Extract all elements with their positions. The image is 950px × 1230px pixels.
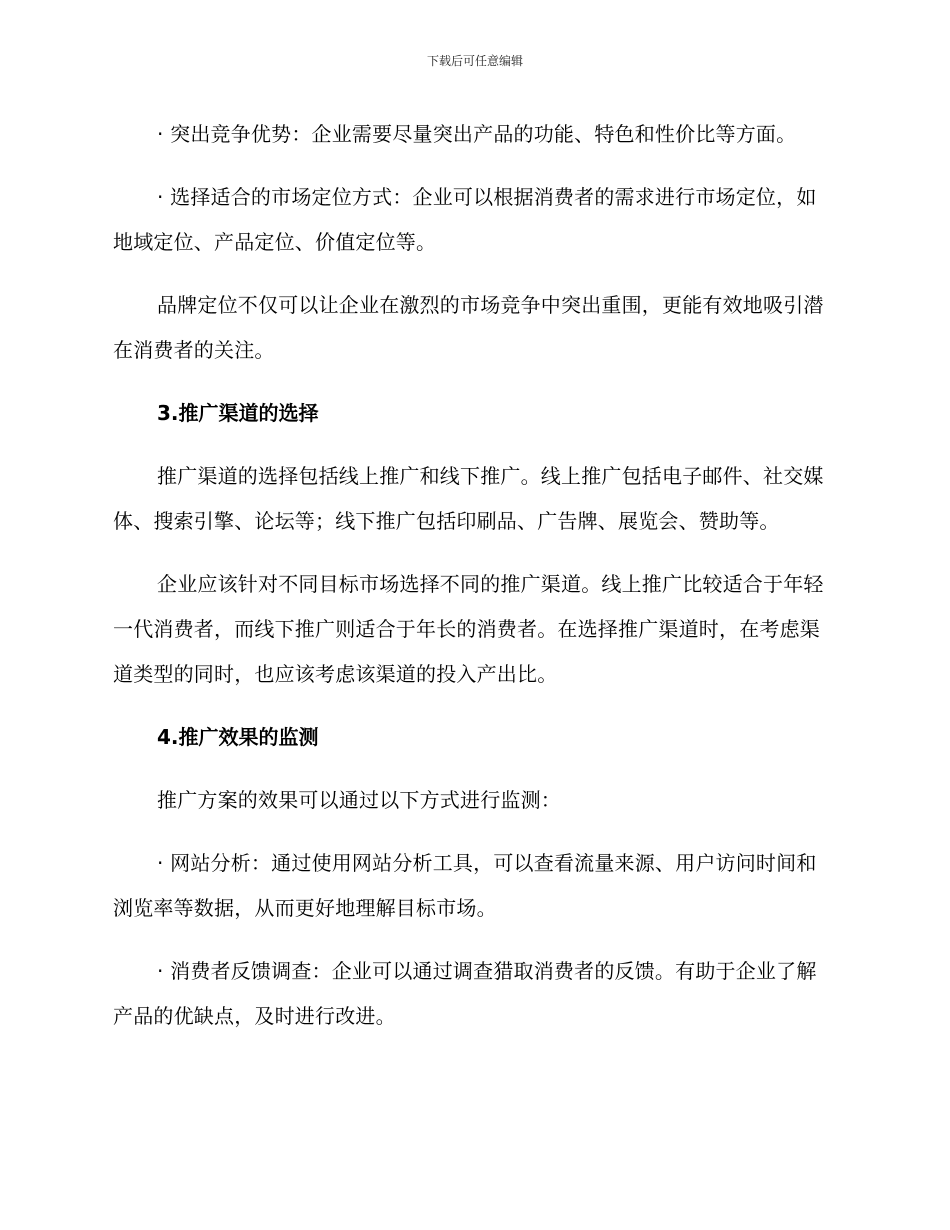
paragraph-channels-targeting: 企业应该针对不同目标市场选择不同的推广渠道。线上推广比较适合于年轻一代消费者，而线下推广则适合于年长的消费者。在选择推广渠道时，在考虑渠道类型的同时，也应该考虑该渠道的投入产出比。 <box>113 572 824 686</box>
bullet-consumer-feedback: · 消费者反馈调查：企业可以通过调查猎取消费者的反馈。有助于企业了解产品的优缺点，及时进行改进。 <box>113 959 817 1028</box>
document-body <box>113 112 835 1057</box>
paragraph-monitoring-intro: 推广方案的效果可以通过以下方式进行监测： <box>157 788 561 812</box>
paragraph-channels-intro: 推广渠道的选择包括线上推广和线下推广。线上推广包括电子邮件、社交媒体、搜索引擎、论坛等；线下推广包括印刷品、广告牌、展览会、赞助等。 <box>113 464 824 533</box>
section-heading-channels: 3.推广渠道的选择 <box>157 401 319 425</box>
section-heading-monitoring: 4.推广效果的监测 <box>157 725 319 749</box>
bullet-competitive-advantage: · 突出竞争优势：企业需要尽量突出产品的功能、特色和性价比等方面。 <box>157 122 797 146</box>
paragraph-brand-positioning: 品牌定位不仅可以让企业在激烈的市场竞争中突出重围，更能有效地吸引潜在消费者的关注。 <box>113 293 824 362</box>
page-header: 下载后可任意编辑 <box>426 54 523 68</box>
bullet-website-analytics: · 网站分析：通过使用网站分析工具，可以查看流量来源、用户访问时间和浏览率等数据，从而更好地理解目标市场。 <box>113 851 817 920</box>
bullet-market-positioning: · 选择适合的市场定位方式：企业可以根据消费者的需求进行市场定位，如地域定位、产品定位、价值定位等。 <box>113 185 817 254</box>
